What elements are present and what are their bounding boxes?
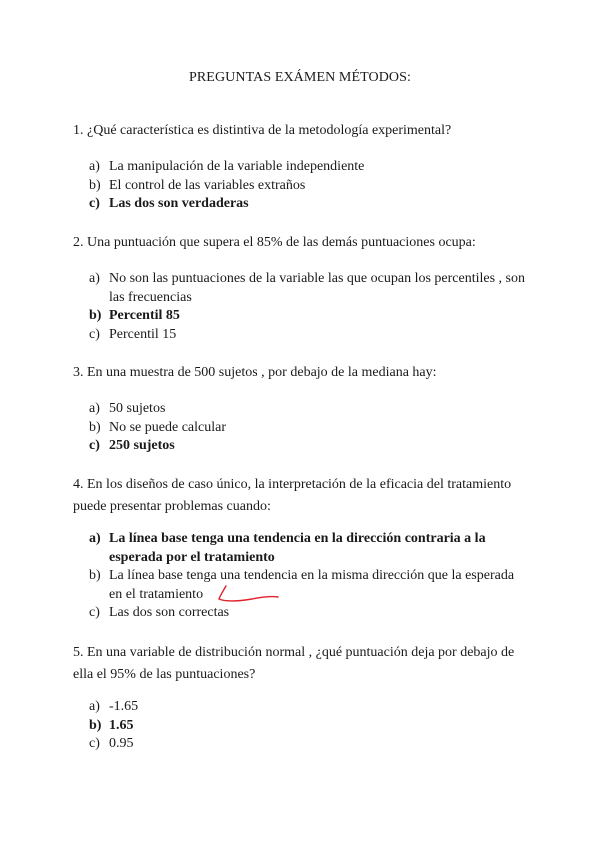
option-1a	[89, 158, 529, 177]
option-3b	[89, 419, 529, 438]
option-5b-correct	[89, 717, 529, 736]
option-text: 1.65	[109, 717, 134, 733]
option-text: No son las puntuaciones de la variable las que ocupan los percentiles , son las frecuencias	[109, 271, 525, 305]
question-2-options	[89, 270, 529, 344]
option-text: La manipulación de la variable independiente	[109, 159, 365, 174]
option-text: 250 sujetos	[109, 438, 175, 453]
option-2b-correct	[89, 307, 529, 326]
option-4a-correct	[89, 530, 529, 567]
option-text: La línea base tenga una tendencia en la dirección contraria a la esperada por el tratamiento	[109, 531, 486, 565]
option-label: c)	[89, 438, 100, 453]
option-1b	[89, 177, 529, 196]
option-label: a)	[89, 531, 101, 546]
option-text: Percentil 85	[109, 308, 180, 323]
question-1: 1. ¿Qué característica es distintiva de la metodología experimental?	[73, 123, 452, 138]
question-5-options	[89, 698, 529, 754]
option-4b	[89, 567, 529, 604]
option-label: b)	[89, 717, 102, 733]
option-text: Las dos son correctas	[109, 605, 230, 620]
option-label: c)	[89, 196, 100, 211]
option-label: b)	[89, 308, 102, 323]
option-text: El control de las variables extraños	[109, 177, 306, 193]
option-label: c)	[89, 736, 100, 751]
option-1c-correct	[89, 195, 529, 214]
option-3a	[89, 400, 529, 419]
option-label: c)	[89, 326, 100, 342]
option-label: b)	[89, 419, 101, 435]
option-text: No se puede calcular	[109, 419, 226, 435]
question-5: 5. En una variable de distribución normal , ¿qué puntuación deja por debajo de ella el 95% de las puntuaciones?	[73, 645, 515, 682]
option-label: a)	[89, 159, 100, 174]
question-3: 3. En una muestra de 500 sujetos , por debajo de la mediana hay:	[73, 365, 437, 380]
option-label: a)	[89, 699, 100, 714]
question-2: 2. Una puntuación que supera el 85% de las demás puntuaciones ocupa:	[73, 235, 476, 250]
option-2c	[89, 326, 529, 345]
option-label: c)	[89, 605, 100, 620]
option-4c	[89, 604, 529, 623]
annotation-stroke	[219, 586, 278, 601]
option-text: 50 sujetos	[109, 401, 166, 416]
option-3c-correct	[89, 437, 529, 456]
option-5c	[89, 735, 529, 754]
option-text: Percentil 15	[109, 326, 177, 342]
handwritten-arrow-mark	[214, 584, 280, 606]
question-4-options	[89, 530, 529, 623]
option-text: La línea base tenga una tendencia en la misma dirección que la esperada en el tratamiento	[109, 568, 515, 602]
option-5a	[89, 698, 529, 717]
option-text: Las dos son verdaderas	[109, 196, 249, 211]
option-2a	[89, 270, 529, 307]
option-label: b)	[89, 177, 101, 193]
question-4: 4. En los diseños de caso único, la interpretación de la eficacia del tratamiento puede presentar problemas cuando:	[73, 477, 512, 514]
option-label: a)	[89, 401, 100, 416]
option-label: b)	[89, 568, 101, 583]
option-text: -1.65	[109, 699, 139, 714]
option-text: 0.95	[109, 736, 134, 751]
question-1-options	[89, 158, 529, 214]
question-3-options	[89, 400, 529, 456]
option-label: a)	[89, 271, 100, 286]
page-title: PREGUNTAS EXÁMEN MÉTODOS:	[188, 70, 412, 85]
